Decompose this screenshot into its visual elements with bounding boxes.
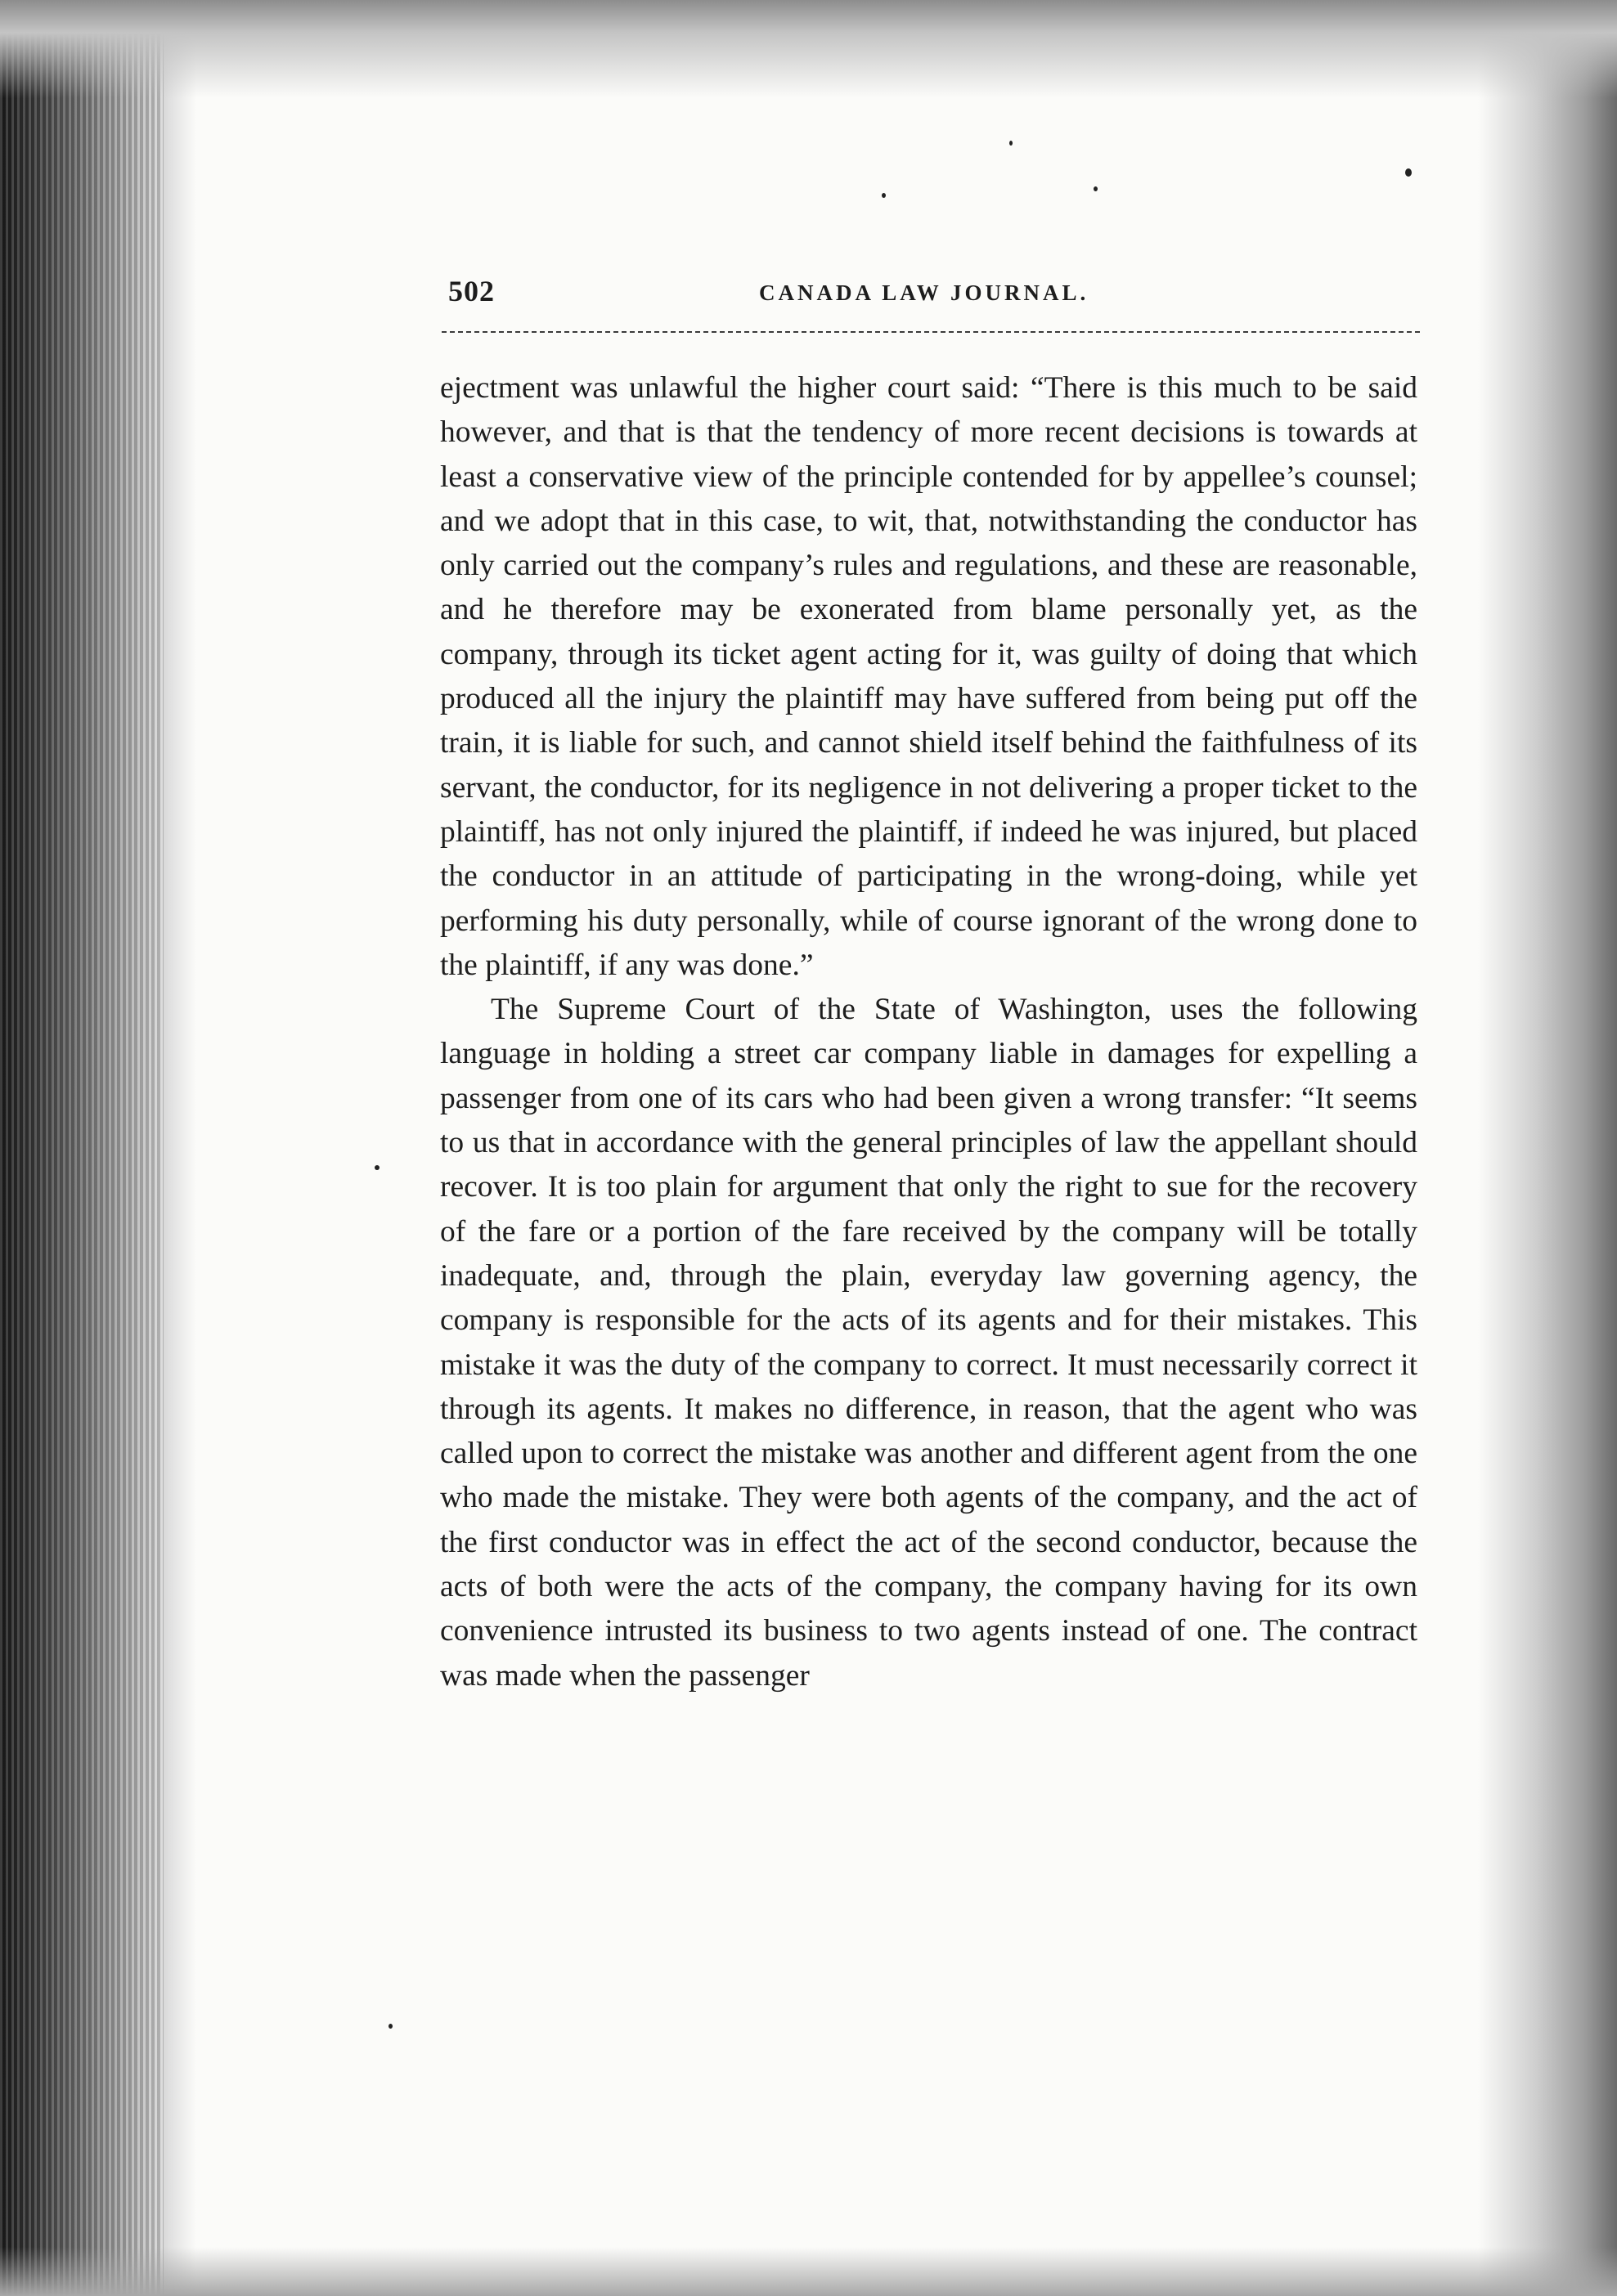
article-body: [440, 366, 1417, 1698]
scan-edge-shadow-top: [0, 0, 1617, 98]
scan-speck: [375, 1165, 380, 1170]
scan-speck: [1009, 141, 1013, 146]
scan-speck: [389, 2024, 393, 2029]
running-head: CANADA LAW JOURNAL.: [759, 280, 1089, 305]
header-rule: [442, 331, 1420, 333]
scan-speck: [1405, 168, 1412, 177]
scan-edge-shadow-bottom: [0, 2247, 1617, 2296]
page-header: [448, 274, 1422, 323]
paragraph-2: The Supreme Court of the State of Washington, uses the following language in holding a street car company liable in damages for expelling a passenger from one of its cars who had been given a wrong transfer: “It seems to us that in accordance with the general principles of law the appellant should recover. It is too plain for argument that only the right to sue for the recovery of the fare or a portion of the fare received by the company will be totally inadequate, and, through the plain, everyday law governing agency, the company is responsible for the acts of its agents and for their mistakes. This mistake it was the duty of the company to correct. It must necessarily correct it through its agents. It makes no difference, in reason, that the agent who was called upon to correct the mistake was another and different agent from the one who made the mistake. They were both agents of the company, and the act of the first conductor was in effect the act of the second conductor, because the acts of both were the acts of the company, the company having for its own convenience intrusted its business to two agents instead of one. The contract was made when the passenger: [440, 993, 1417, 1693]
scan-edge-shadow-right: [1478, 0, 1617, 2296]
scan-edge-texture-left: [0, 0, 164, 2296]
page-number: 502: [448, 275, 495, 307]
scan-speck: [1094, 186, 1098, 191]
scan-speck: [882, 193, 886, 198]
paragraph-1: ejectment was unlawful the higher court said: “There is this much to be said however, and that is that the tendency of more recent decisions is towards at least a conservative view of the principle contended for by appellee’s counsel; and we adopt that in this case, to wit, that, notwithstanding the conductor has only carried out the company’s rules and regulations, and these are reasonable, and he therefore may be exonerated from blame personally yet, as the company, through its ticket agent acting for it, was guilty of doing that which produced all the injury the plaintiff may have suffered from being put off the train, it is liable for such, and cannot shield itself behind the faithfulness of its servant, the conductor, for its negligence in not delivering a proper ticket to the plaintiff, has not only injured the plaintiff, if indeed he was injured, but placed the conductor in an attitude of participating in the wrong-doing, while yet performing his duty personally, while of course ignorant of the wrong done to the plaintiff, if any was done.”: [440, 371, 1417, 982]
